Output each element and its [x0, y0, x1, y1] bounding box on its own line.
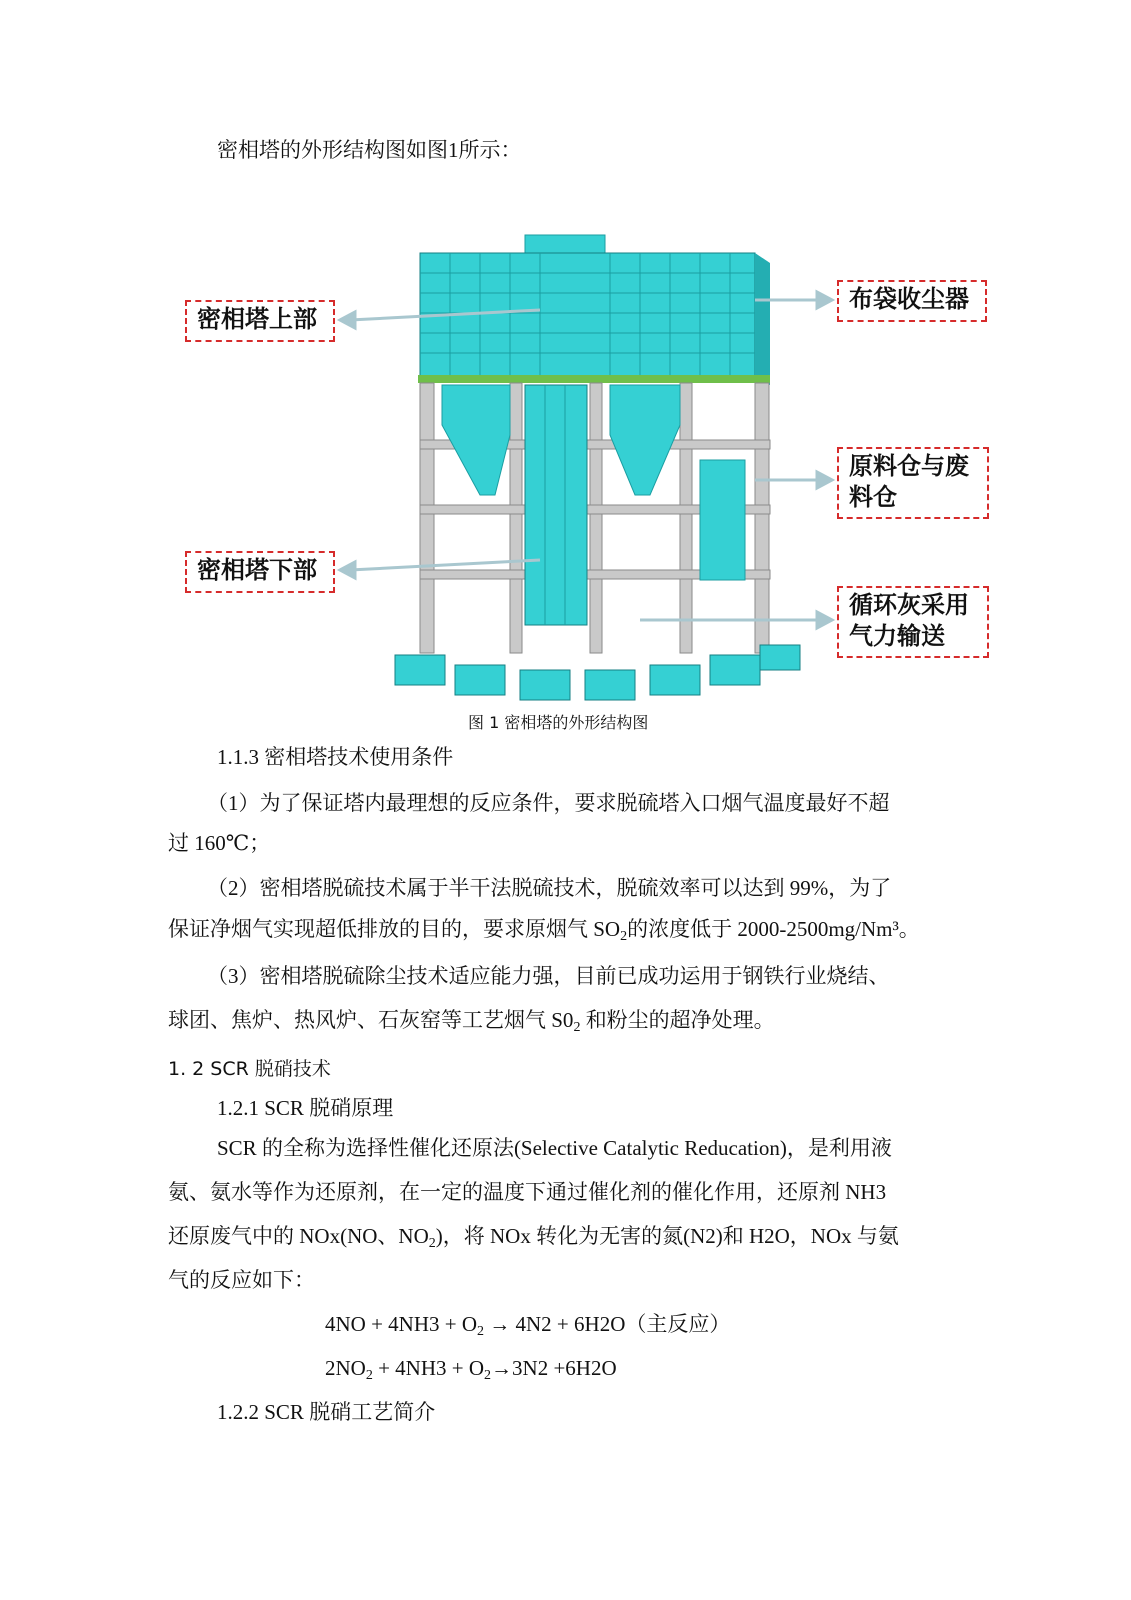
equation-2: [325, 1354, 617, 1382]
label-tower-lower: 密相塔下部: [185, 551, 335, 593]
figure-caption: 图 1 密相塔的外形结构图: [468, 713, 649, 732]
section-1-2-2-title: 1.2.2 SCR 脱硝工艺简介: [217, 1400, 436, 1424]
item1-line2: 过 160℃；: [168, 831, 271, 855]
scr-para-line2: 氨、氨水等作为还原剂，在一定的温度下通过催化剂的催化作用，还原剂 NH3: [168, 1180, 887, 1204]
label-conveying-line2: 气力输送: [849, 622, 945, 650]
eq2-c: →3N2 +6H2O: [491, 1356, 617, 1380]
equation-1: [325, 1310, 730, 1338]
item3-line2-a: 球团、焦炉、热风炉、石灰窑等工艺烟气 S0: [168, 1008, 574, 1032]
tower-figure: [180, 225, 1000, 715]
intro-line: 密相塔的外形结构图如图1所示：: [217, 138, 522, 162]
item3-line1: （3）密相塔脱硫除尘技术适应能力强，目前已成功运用于钢铁行业烧结、: [207, 964, 890, 988]
eq2-b: + 4NH3 + O: [372, 1356, 485, 1380]
section-1-1-3-title: 1.1.3 密相塔技术使用条件: [217, 745, 454, 769]
item2-line2-b: 的浓度低于 2000-2500mg/Nm³。: [627, 917, 920, 941]
scr-para-line3-b: )，将 NOx 转化为无害的氮(N2)和 H2O，NOx 与氨: [435, 1224, 899, 1248]
scr-para-line1: SCR 的全称为选择性催化还原法(Selective Catalytic Reducation)，是利用液: [217, 1136, 892, 1160]
eq1-sub: 2: [477, 1324, 485, 1339]
item2-line1: （2）密相塔脱硫技术属于半干法脱硫技术，脱硫效率可以达到 99%，为了: [207, 876, 892, 900]
label-baghouse: 布袋收尘器: [837, 280, 987, 322]
section-1-2-1-title: 1.2.1 SCR 脱硝原理: [217, 1096, 394, 1120]
eq2-sub1: 2: [365, 1368, 373, 1383]
scr-para-line3-sub: 2: [428, 1236, 436, 1251]
scr-para-line3-a: 还原废气中的 NOx(NO、NO: [168, 1224, 429, 1248]
item1-line1: （1）为了保证塔内最理想的反应条件，要求脱硫塔入口烟气温度最好不超: [207, 791, 890, 815]
scr-para-line3: [168, 1222, 899, 1250]
item3-line2: [168, 1006, 775, 1034]
scr-para-line4: 气的反应如下：: [168, 1268, 315, 1292]
label-conveying-line1: 循环灰采用: [849, 591, 969, 619]
label-silos-line1: 原料仓与废: [849, 452, 969, 480]
item2-line2-sub: 2: [620, 929, 628, 944]
section-1-2-title: 1. 2 SCR 脱硝技术: [168, 1058, 331, 1080]
eq1-b: → 4N2 + 6H2O（主反应）: [484, 1312, 731, 1336]
eq2-a: 2NO: [325, 1356, 366, 1380]
eq2-sub2: 2: [484, 1368, 492, 1383]
eq1-a: 4NO + 4NH3 + O: [325, 1312, 478, 1336]
label-conveying: [837, 586, 989, 658]
item3-line2-b: 和粉尘的超净处理。: [580, 1008, 775, 1032]
label-tower-upper: 密相塔上部: [185, 300, 335, 342]
label-silos: [837, 447, 989, 519]
label-silos-line2: 料仓: [849, 483, 897, 511]
item2-line2-a: 保证净烟气实现超低排放的目的，要求原烟气 SO: [168, 917, 621, 941]
item3-line2-sub: 2: [573, 1020, 581, 1035]
item2-line2: [168, 915, 920, 943]
